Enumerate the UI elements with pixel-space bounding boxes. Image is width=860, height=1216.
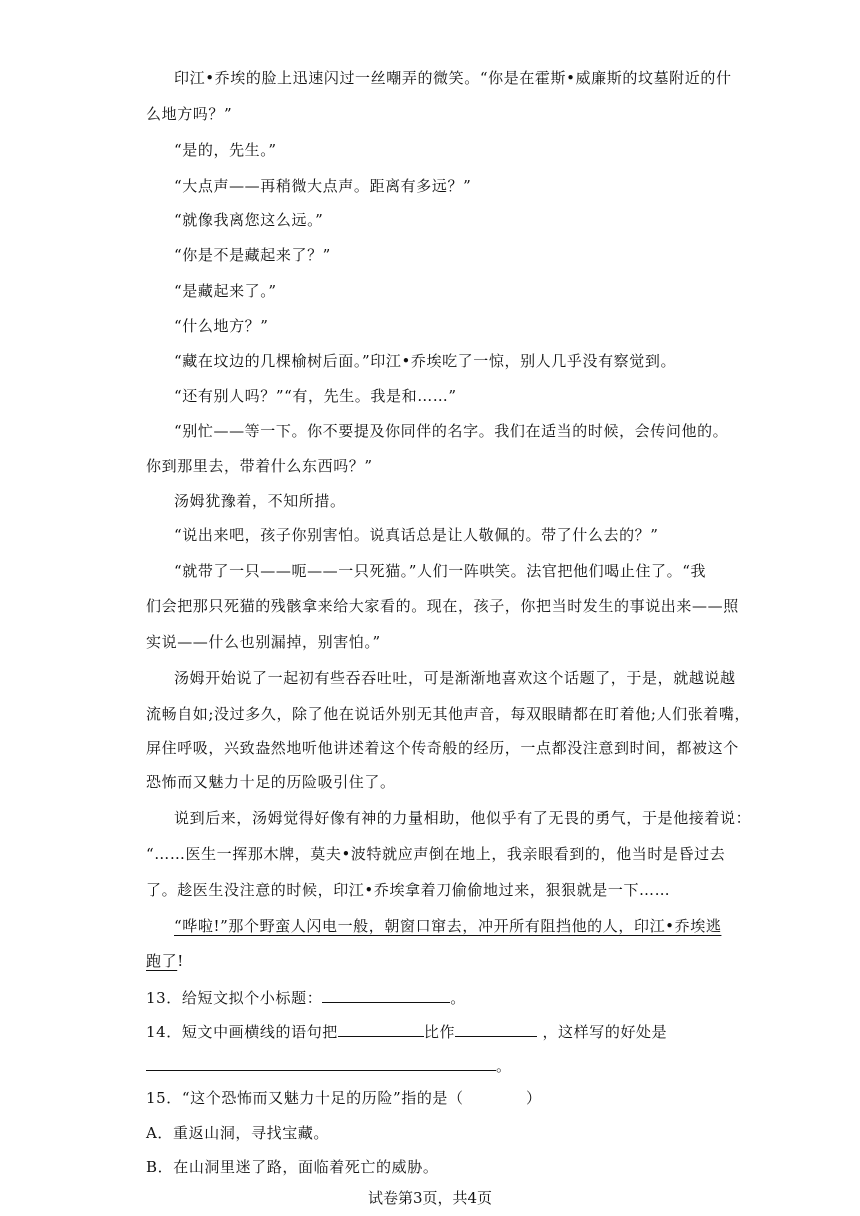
passage-line: “是的，先生。” xyxy=(174,141,277,159)
exclamation: ! xyxy=(177,952,184,970)
passage-line: “就带了一只——呃——一只死猫。”人们一阵哄笑。法官把他们喝止住了。“我 xyxy=(174,562,707,580)
passage-line: 了。趁医生没注意的时候，印江•乔埃拿着刀偷偷地过来，狠狠就是一下…… xyxy=(146,881,671,899)
question-14-text-c: ，这样写的好处是 xyxy=(537,1023,668,1041)
passage-line: “别忙——等一下。你不要提及你同伴的名字。我们在适当的时候，会传问他的。 xyxy=(174,422,729,440)
question-15: 15．“这个恐怖而又魅力十足的历险”指的是（ ） xyxy=(146,1089,542,1107)
question-14-text-a: 14．短文中画横线的语句把 xyxy=(146,1023,338,1041)
question-14 xyxy=(146,1020,667,1042)
passage-line: “还有别人吗？”“有，先生。我是和……” xyxy=(174,387,457,405)
passage-line: 实说——什么也别漏掉，别害怕。” xyxy=(146,633,381,651)
answer-blank-title[interactable] xyxy=(322,986,450,1003)
answer-blank-compared[interactable] xyxy=(455,1020,537,1037)
question-13 xyxy=(146,986,466,1008)
passage-line: 汤姆犹豫着，不知所措。 xyxy=(174,492,346,510)
question-14-end: 。 xyxy=(496,1057,512,1075)
passage-line xyxy=(146,951,184,971)
answer-blank-benefit[interactable] xyxy=(146,1054,496,1071)
passage-line: “是藏起来了。” xyxy=(174,282,277,300)
passage-line: 说到后来，汤姆觉得好像有神的力量相助，他似乎有了无畏的勇气，于是他接着说： xyxy=(174,809,752,827)
passage-line: 屏住呼吸，兴致盎然地听他讲述着这个传奇般的经历，一点都没注意到时间，都被这个 xyxy=(146,739,739,757)
page-footer: 试卷第3页，共4页 xyxy=(367,1189,493,1207)
passage-line: “说出来吧，孩子你别害怕。说真话总是让人敬佩的。带了什么去的？” xyxy=(174,526,659,544)
underlined-sentence-end: 跑了 xyxy=(146,952,178,970)
question-14-text-b: 比作 xyxy=(423,1023,456,1041)
passage-line: “……医生一挥那木牌，莫夫•波特就应声倒在地上，我亲眼看到的，他当时是昏过去 xyxy=(146,845,726,863)
passage-line: 们会把那只死猫的残骸拿来给大家看的。现在，孩子，你把当时发生的事说出来——照 xyxy=(146,597,739,615)
question-13-text: 13．给短文拟个小标题： xyxy=(146,989,323,1007)
passage-line: 汤姆开始说了一起初有些吞吞吐吐，可是渐渐地喜欢这个话题了，于是，就越说越 xyxy=(174,669,736,687)
passage-line: “大点声——再稍微大点声。距离有多远？” xyxy=(174,177,472,195)
passage-line: 你到那里去，带着什么东西吗？” xyxy=(146,457,373,475)
passage-line: 流畅自如;没过多久，除了他在说话外别无其他声音，每双眼睛都在盯着他;人们张着嘴， xyxy=(146,705,751,723)
option-a[interactable]: A．重返山洞，寻找宝藏。 xyxy=(146,1124,330,1142)
passage-line: “藏在坟边的几棵榆树后面。”印江•乔埃吃了一惊，别人几乎没有察觉到。 xyxy=(174,352,677,370)
passage-line: 么地方吗？” xyxy=(146,105,233,123)
passage-line: “就像我离您这么远。” xyxy=(174,211,324,229)
passage-line: “什么地方？” xyxy=(174,317,269,335)
passage-line: 恐怖而又魅力十足的历险吸引住了。 xyxy=(146,773,396,791)
passage-line: “你是不是藏起来了？” xyxy=(174,246,331,264)
option-b[interactable]: B．在山洞里迷了路，面临着死亡的威胁。 xyxy=(146,1158,439,1176)
question-13-end: 。 xyxy=(450,989,466,1007)
underlined-sentence: “哗啦!”那个野蛮人闪电一般，朝窗口窜去，冲开所有阻挡他的人，印江•乔埃逃 xyxy=(174,917,722,935)
passage-line: 印江•乔埃的脸上迅速闪过一丝嘲弄的微笑。“你是在霍斯•威廉斯的坟墓附近的什 xyxy=(174,69,732,87)
answer-blank-object[interactable] xyxy=(338,1020,424,1037)
question-14-line2 xyxy=(146,1054,512,1076)
